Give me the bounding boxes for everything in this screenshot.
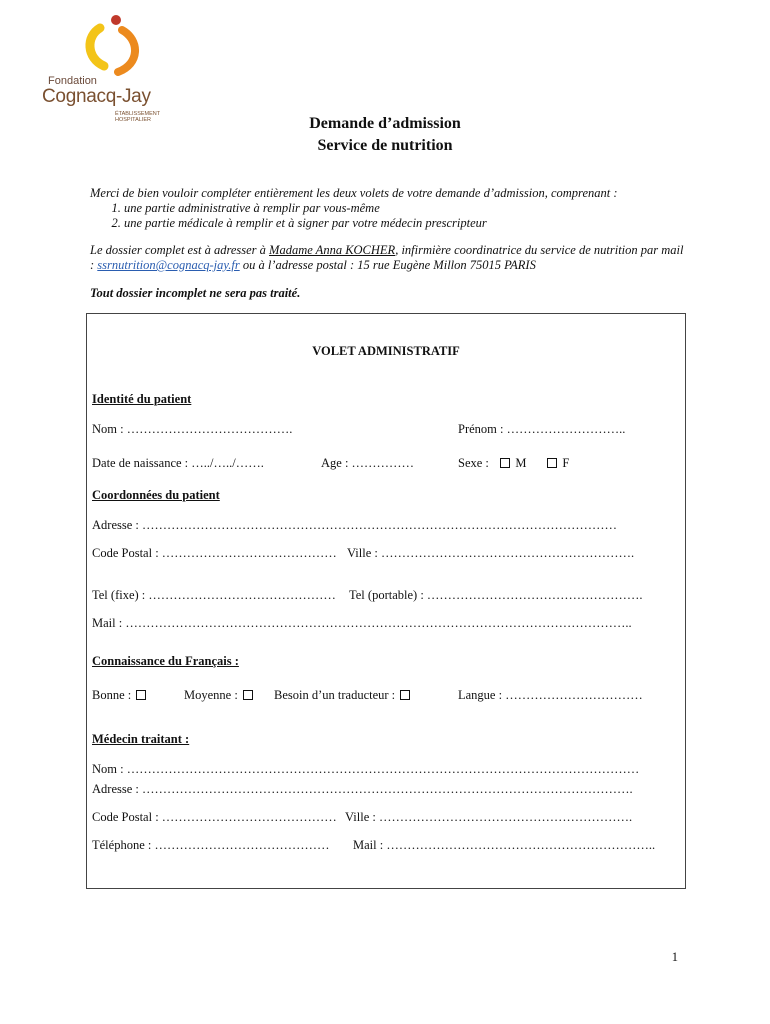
langue-field[interactable]: Langue : …………………………… xyxy=(458,688,643,702)
incomplete-warning: Tout dossier incomplet ne sera pas traité. xyxy=(90,286,301,300)
intro-item: 1. une partie administrative à remplir par vous-même xyxy=(124,201,690,216)
bonne-checkbox[interactable] xyxy=(136,690,146,700)
intro-item: 2. une partie médicale à remplir et à signer par votre médecin prescripteur xyxy=(124,216,690,231)
form-heading: VOLET ADMINISTRATIF xyxy=(312,344,460,358)
page-number: 1 xyxy=(671,950,678,964)
section-francais: Connaissance du Français : xyxy=(92,654,239,668)
patient-mail-field[interactable]: Mail : ………………………………………………………………………………………………………….. xyxy=(92,616,632,630)
patient-age-field[interactable]: Age : …………… xyxy=(321,456,415,470)
medecin-mail-field[interactable]: Mail : ……………………………………………………….. xyxy=(353,838,656,852)
medecin-adresse-field[interactable]: Adresse : ………………………………………………………………………………………………………. xyxy=(92,782,633,796)
fondation-logo xyxy=(40,14,180,124)
address-postal: ou à l’adresse postal : 15 rue Eugène Millon 75015 PARIS xyxy=(239,258,536,272)
section-identite: Identité du patient xyxy=(92,392,192,406)
patient-sexe xyxy=(458,456,569,471)
medecin-nom-field[interactable]: Nom : …………………………………………………………………………………………………………… xyxy=(92,762,640,776)
intro-lead: Merci de bien vouloir compléter entièrement les deux volets de votre demande d’admission, comprenant : xyxy=(90,186,618,200)
page-title: Demande d’admission xyxy=(309,115,461,132)
traducteur-label: Besoin d’un traducteur : xyxy=(274,688,396,702)
sexe-m-checkbox[interactable] xyxy=(500,458,510,468)
address-middle: , infirmière coordinatrice du service de nutrition par mail : xyxy=(90,243,684,272)
moyenne-checkbox[interactable] xyxy=(243,690,253,700)
patient-prenom-field[interactable]: Prénom : ……………………….. xyxy=(458,422,626,436)
logo-mark-icon xyxy=(78,14,148,76)
patient-adresse-field[interactable]: Adresse : …………………………………………………………………………………………………… xyxy=(92,518,617,532)
contact-email-link[interactable]: ssrnutrition@cognacq-jay.fr xyxy=(97,258,240,272)
address-prefix: Le dossier complet est à adresser à xyxy=(90,243,270,257)
section-coordonnees: Coordonnées du patient xyxy=(92,488,220,502)
francais-moyenne xyxy=(184,688,255,703)
section-medecin: Médecin traitant : xyxy=(92,732,190,746)
moyenne-label: Moyenne : xyxy=(184,688,238,702)
patient-tel-portable-field[interactable]: Tel (portable) : ……………………………………………. xyxy=(349,588,643,602)
bonne-label: Bonne : xyxy=(92,688,132,702)
patient-nom-field[interactable]: Nom : …………………………………. xyxy=(92,422,293,436)
sexe-label: Sexe : xyxy=(458,456,489,470)
admin-form-box xyxy=(86,313,686,889)
sexe-f-label: F xyxy=(562,456,570,470)
francais-traducteur xyxy=(274,688,412,703)
patient-cp-field[interactable]: Code Postal : …………………………………… xyxy=(92,546,337,560)
page-subtitle: Service de nutrition xyxy=(317,137,453,154)
medecin-ville-field[interactable]: Ville : ……………………………………………………. xyxy=(345,810,633,824)
intro-address xyxy=(90,243,690,273)
logo-sub-text: ÉTABLISSEMENT HOSPITALIER xyxy=(115,111,161,123)
patient-ville-field[interactable]: Ville : ……………………………………………………. xyxy=(347,546,635,560)
francais-bonne xyxy=(92,688,148,703)
logo-name-text: Cognacq-Jay xyxy=(42,86,151,107)
intro-text xyxy=(90,186,690,273)
traducteur-checkbox[interactable] xyxy=(400,690,410,700)
contact-name: Madame Anna KOCHER xyxy=(269,243,396,257)
sexe-f-checkbox[interactable] xyxy=(547,458,557,468)
medecin-cp-field[interactable]: Code Postal : …………………………………… xyxy=(92,810,337,824)
intro-list xyxy=(90,201,690,231)
patient-birthdate-field[interactable]: Date de naissance : …../…../……. xyxy=(92,456,264,470)
logo-fondation-text: Fondation xyxy=(48,75,97,87)
patient-tel-fixe-field[interactable]: Tel (fixe) : ……………………………………… xyxy=(92,588,336,602)
sexe-m-label: M xyxy=(515,456,527,470)
medecin-telephone-field[interactable]: Téléphone : …………………………………… xyxy=(92,838,330,852)
